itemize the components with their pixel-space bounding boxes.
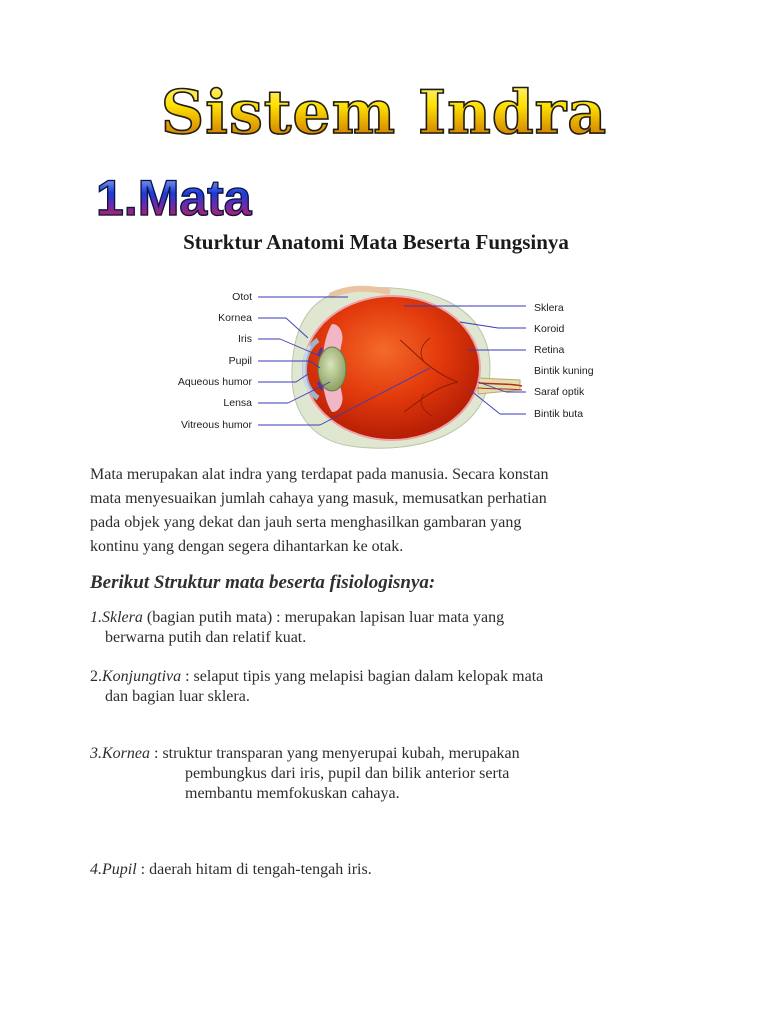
item-text: (bagian putih mata) : merupakan lapisan luar mata yang [142,609,505,626]
list-item-kornea [90,744,690,804]
intro-paragraph [90,463,710,559]
item-text: membantu memfokuskan cahaya. [185,785,400,802]
figure-heading: Sturktur Anatomi Mata Beserta Fungsinya [183,230,569,254]
item-text: : daerah hitam di tengah-tengah iris. [136,861,372,878]
item-text: : selaput tipis yang melapisi bagian dalam kelopak mata [181,668,544,685]
list-item-sklera [90,608,690,648]
label-aqueous-humor: Aqueous humor [177,376,252,388]
label-iris: Iris [238,333,252,345]
item-text: berwarna putih dan relatif kuat. [105,629,307,646]
item-term: Pupil [102,861,137,878]
label-pupil: Pupil [228,355,252,367]
item-text: dan bagian luar sklera. [105,688,250,705]
label-otot: Otot [232,291,252,303]
item-text: : struktur transparan yang menyerupai kubah, merupakan [150,745,520,762]
label-bintik-kuning: Bintik kuning [534,365,594,377]
label-lensa: Lensa [223,397,252,409]
intro-line: Mata merupakan alat indra yang terdapat pada manusia. Secara konstan [90,466,549,483]
section-heading-mata: 1.Mata [96,170,252,226]
item-term: Kornea [102,745,150,762]
label-koroid: Koroid [534,323,565,335]
list-item-konjungtiva [90,667,690,707]
item-term: Sklera [102,609,143,626]
section-title: Berikut Struktur mata beserta fisiologisnya: [90,572,436,593]
intro-line: mata menyesuaikan jumlah cahaya yang masuk, memusatkan perhatian [90,490,547,507]
label-retina: Retina [534,344,565,356]
eye-anatomy-diagram [160,282,620,454]
list-item-pupil [90,860,690,880]
item-term: Konjungtiva [102,668,182,685]
label-bintik-buta: Bintik buta [534,408,584,420]
item-number: 1. [90,609,102,626]
label-vitreous-humor: Vitreous humor [180,419,252,431]
label-kornea: Kornea [218,312,252,324]
intro-line: kontinu yang dengan segera dihantarkan ke otak. [90,538,404,555]
item-text: pembungkus dari iris, pupil dan bilik anterior serta [185,765,510,782]
label-saraf-optik: Saraf optik [534,386,585,398]
item-number: 3. [90,745,102,762]
intro-line: pada objek yang dekat dan jauh serta menghasilkan gambaran yang [90,514,522,531]
item-number: 4. [90,861,102,878]
page-title: Sistem Indra [0,76,768,150]
item-number: 2. [90,668,102,685]
label-sklera: Sklera [534,302,564,314]
